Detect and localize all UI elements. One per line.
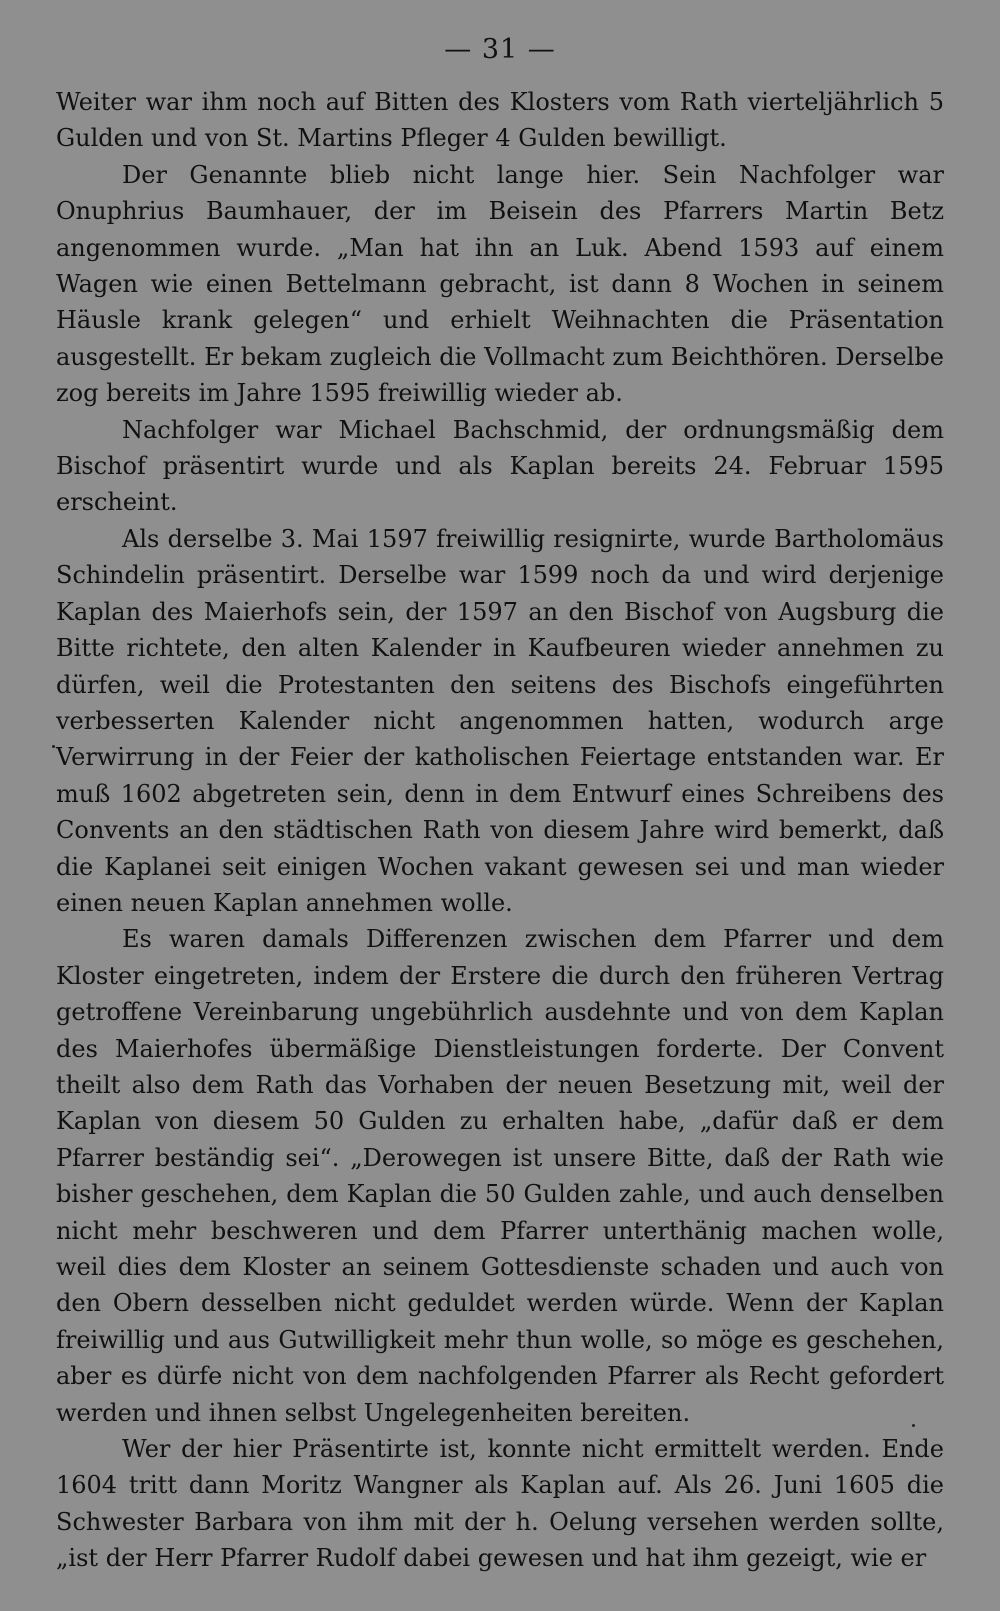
paragraph-2: Der Genannte blieb nicht lange hier. Sein Nachfolger war Onuphrius Baumhauer, der im Beisein des Pfarrers Martin Betz angenommen wurde. „Man hat ihn an Luk. Abend 1593 auf einem Wagen wie einen Bettelmann gebracht, ist dann 8 Wochen in seinem Häusle krank gelegen“ und erhielt Weihnachten die Präsentation ausgestellt. Er bekam zugleich die Vollmacht zum Beichthören. Derselbe zog bereits im Jahre 1595 freiwillig wieder ab. <box>56 160 944 408</box>
page-number: — 31 — <box>444 34 556 65</box>
paragraph-3: Nachfolger war Michael Bachschmid, der ordnungsmäßig dem Bischof präsentirt wurde und als Kaplan bereits 24. Februar 1595 erscheint. <box>56 415 944 517</box>
paragraph-4: Als derselbe 3. Mai 1597 freiwillig resignirte, wurde Bartholomäus Schindelin präsentirt. Derselbe war 1599 noch da und wird derjenige Kaplan des Maierhofs sein, der 1597 an den Bischof von Augsburg die Bitte richtete, den alten Kalender in Kaufbeuren wieder annehmen zu dürfen, weil die Protestanten den seitens des Bischofs eingeführten verbesserten Kalender nicht angenommen hatten, wodurch arge Verwirrung in der Feier der katholischen Feiertage entstanden war. Er muß 1602 abgetreten sein, denn in dem Entwurf eines Schreibens des Convents an den städtischen Rath von diesem Jahre wird bemerkt, daß die Kaplanei seit einigen Wochen vakant gewesen sei und man wieder einen neuen Kaplan annehmen wolle. <box>56 524 944 917</box>
print-speck-left <box>52 745 55 748</box>
paragraph-5: Es waren damals Differenzen zwischen dem Pfarrer und dem Kloster eingetreten, indem der Erstere die durch den früheren Vertrag getroffene Vereinbarung ungebührlich ausdehnte und von dem Kaplan des Maierhofes übermäßige Dienstleistungen forderte. Der Convent theilt also dem Rath das Vorhaben der neuen Besetzung mit, weil der Kaplan von diesem 50 Gulden zu erhalten habe, „dafür daß er dem Pfarrer beständig sei“. „Derowegen ist unsere Bitte, daß der Rath wie bisher geschehen, dem Kaplan die 50 Gulden zahle, und auch denselben nicht mehr beschweren und dem Pfarrer unterthänig machen wolle, weil dies dem Kloster an seinem Gottesdienste schaden und auch von den Obern desselben nicht geduldet werden würde. Wenn der Kaplan freiwillig und aus Gutwilligkeit mehr thun wolle, so möge es geschehen, aber es dürfe nicht von dem nachfolgenden Pfarrer als Recht gefordert werden und ihnen selbst Ungelegenheiten bereiten. <box>56 925 944 1427</box>
document-page <box>56 28 944 1577</box>
paragraph-6: Wer der hier Präsentirte ist, konnte nicht ermittelt werden. Ende 1604 tritt dann Moritz Wangner als Kaplan auf. Als 26. Juni 1605 die Schwester Barbara von ihm mit der h. Oelung versehen werden sollte, „ist der Herr Pfarrer Rudolf dabei gewesen und hat ihm gezeigt, wie er <box>56 1435 944 1573</box>
print-speck-right <box>912 1424 915 1427</box>
paragraph-1: Weiter war ihm noch auf Bitten des Klosters vom Rath vierteljährlich 5 Gulden und von St. Martins Pfleger 4 Gulden bewilligt. <box>56 88 944 153</box>
